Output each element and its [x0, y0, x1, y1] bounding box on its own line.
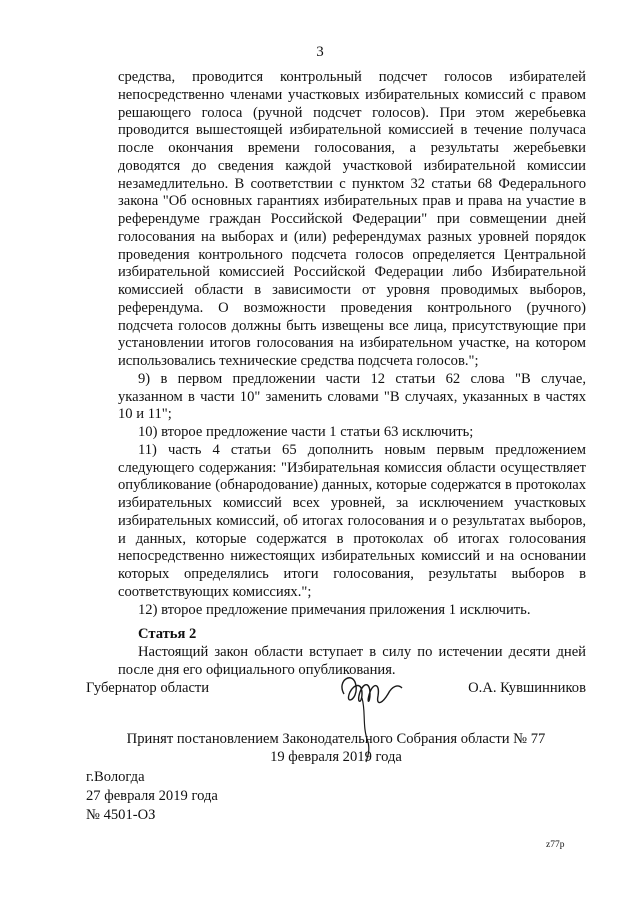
paragraph-item-11: 11) часть 4 статьи 65 дополнить новым первым предложением следующего содержания: "Избирательная комиссия области осуществляет опубликование (обнародование) данных, которые содержатся в протоколах избирательных комиссий всех уровней, за исключением участковых избирательных комиссий, об итогах голосования и о результатах выборов, и данных, которые содержатся в протоколах об итогах голосования непосредственно нижестоящих избирательных комиссий и на основании которых определялись итоги голосования, результаты выборов в соответствующих комиссиях.";	[118, 441, 586, 600]
paragraph-item-12: 12) второе предложение примечания приложения 1 исключить.	[138, 601, 531, 618]
paragraph-item-10: 10) второе предложение части 1 статьи 63 исключить;	[138, 424, 474, 440]
article-heading: Статья 2	[138, 626, 197, 643]
paragraph-continuation: средства, проводится контрольный подсчет голосов избирателей непосредственно членами участковых избирательных комиссий с правом решающего голоса (ручной подсчет голосов). При этом жеребьевка проводится вышестоящей избирательной комиссией в течение получаса после окончания времени голосования, а результаты жеребьевки доводятся до сведения каждой участковой избирательной комиссии незамедлительно. В соответствии с пунктом 32 статьи 68 Федерального закона "Об основных гарантиях избирательных прав и права на участие в референдуме граждан Российской Федерации" при совмещении дней голосования на выборах и (или) референдумах разных уровней порядок проведения контрольного подсчета голосов определяется Центральной избирательной комиссией Российской Федерации либо Избирательной комиссией области в зависимости от уровня проводимых выборов, референдума. О возможности проведения контрольного (ручного) подсчета голосов должны быть извещены все лица, присутствующие при установлении итогов голосования на избирательном участке, на котором использовались технические средства подсчета голосов.";	[118, 69, 586, 369]
article-text: Настоящий закон области вступает в силу по истечении десяти дней после дня его официального опубликования.	[118, 644, 586, 678]
city: г.Вологда	[86, 769, 145, 785]
page-number: 3	[316, 44, 324, 60]
law-body	[118, 69, 586, 680]
paragraph-item-9: 9) в первом предложении части 12 статьи 62 слова "В случае, указанном в части 10" заменить словами "В случаях, указанных в частях 10 и 11";	[118, 370, 586, 423]
adoption-line-1: Принят постановлением Законодательного Собрания области № 77	[126, 731, 546, 747]
governor-title: Губернатор области	[86, 680, 210, 696]
document-code: z77p	[546, 840, 565, 850]
adoption-note	[86, 731, 586, 767]
adoption-line-2: 19 февраля 2019 года	[270, 748, 402, 765]
law-number: № 4501-ОЗ	[86, 807, 156, 823]
signing-date: 27 февраля 2019 года	[86, 788, 218, 804]
governor-name: О.А. Кувшинников	[468, 680, 586, 696]
place-date-block	[86, 768, 218, 825]
